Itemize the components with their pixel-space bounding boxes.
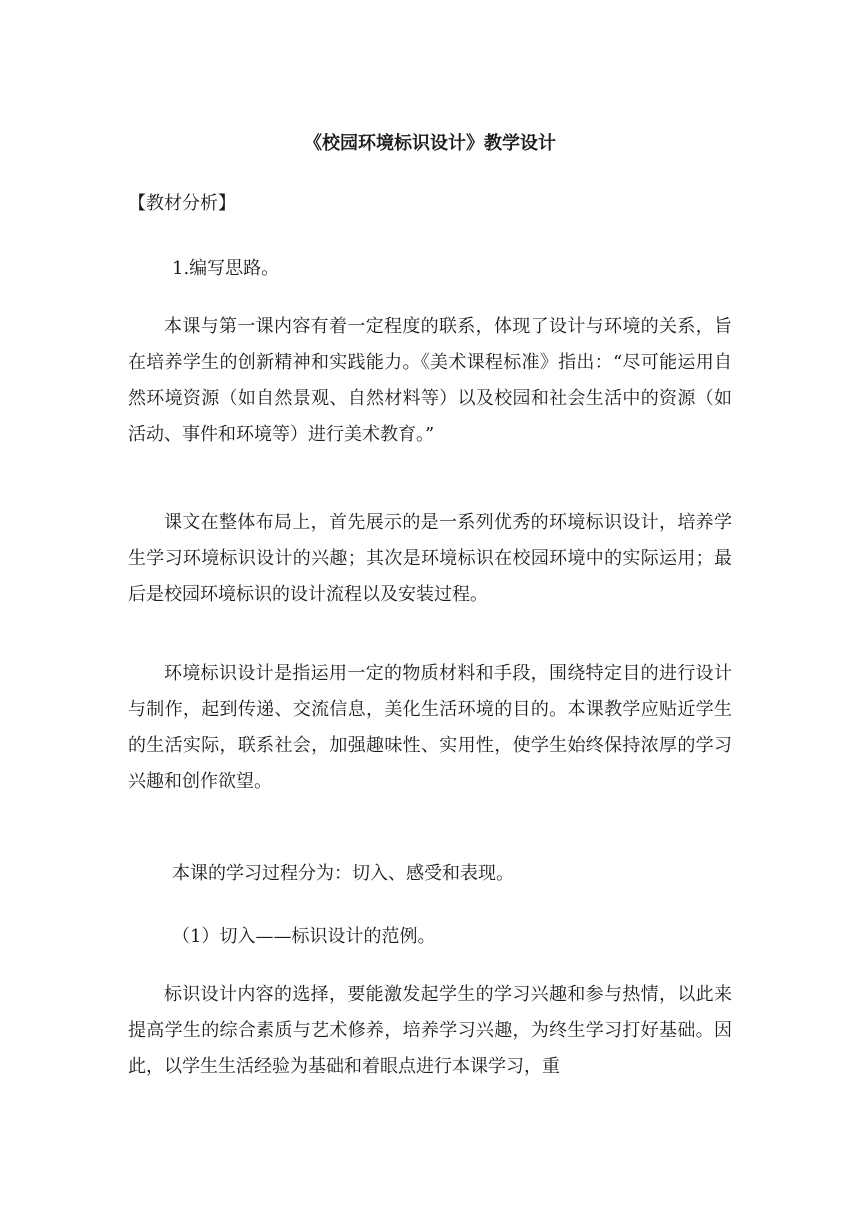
paragraph-2: 课文在整体布局上，首先展示的是一系列优秀的环境标识设计，培养学生学习环境标识设计的兴趣；其次是环境标识在校园环境中的实际运用；最后是校园环境标识的设计流程以及安装过程。: [128, 512, 732, 605]
sub-heading-writing-approach: 1.编写思路。: [172, 258, 280, 279]
paragraph-1: 本课与第一课内容有着一定程度的联系，体现了设计与环境的关系，旨在培养学生的创新精神和实践能力。《美术课程标准》指出：“尽可能运用自然环境资源（如自然景观、自然材料等）以及校园和社会生活中的资源（如活动、事件和环境等）进行美术教育。”: [128, 316, 732, 445]
step-one-line: （1）切入——标识设计的范例。: [172, 926, 436, 947]
section-heading-textbook-analysis: 【教材分析】: [128, 193, 236, 214]
document-title: 《校园环境标识设计》教学设计: [304, 133, 556, 154]
paragraph-3: 环境标识设计是指运用一定的物质材料和手段，围绕特定目的进行设计与制作，起到传递、交流信息，美化生活环境的目的。本课教学应贴近学生的生活实际，联系社会，加强趣味性、实用性，使学生始终保持浓厚的学习兴趣和创作欲望。: [128, 663, 732, 792]
learning-process-line: 本课的学习过程分为：切入、感受和表现。: [172, 863, 514, 884]
paragraph-4: 标识设计内容的选择，要能激发起学生的学习兴趣和参与热情，以此来提高学生的综合素质与艺术修养，培养学习兴趣，为终生学习打好基础。因此，以学生生活经验为基础和着眼点进行本课学习，重: [128, 984, 732, 1077]
